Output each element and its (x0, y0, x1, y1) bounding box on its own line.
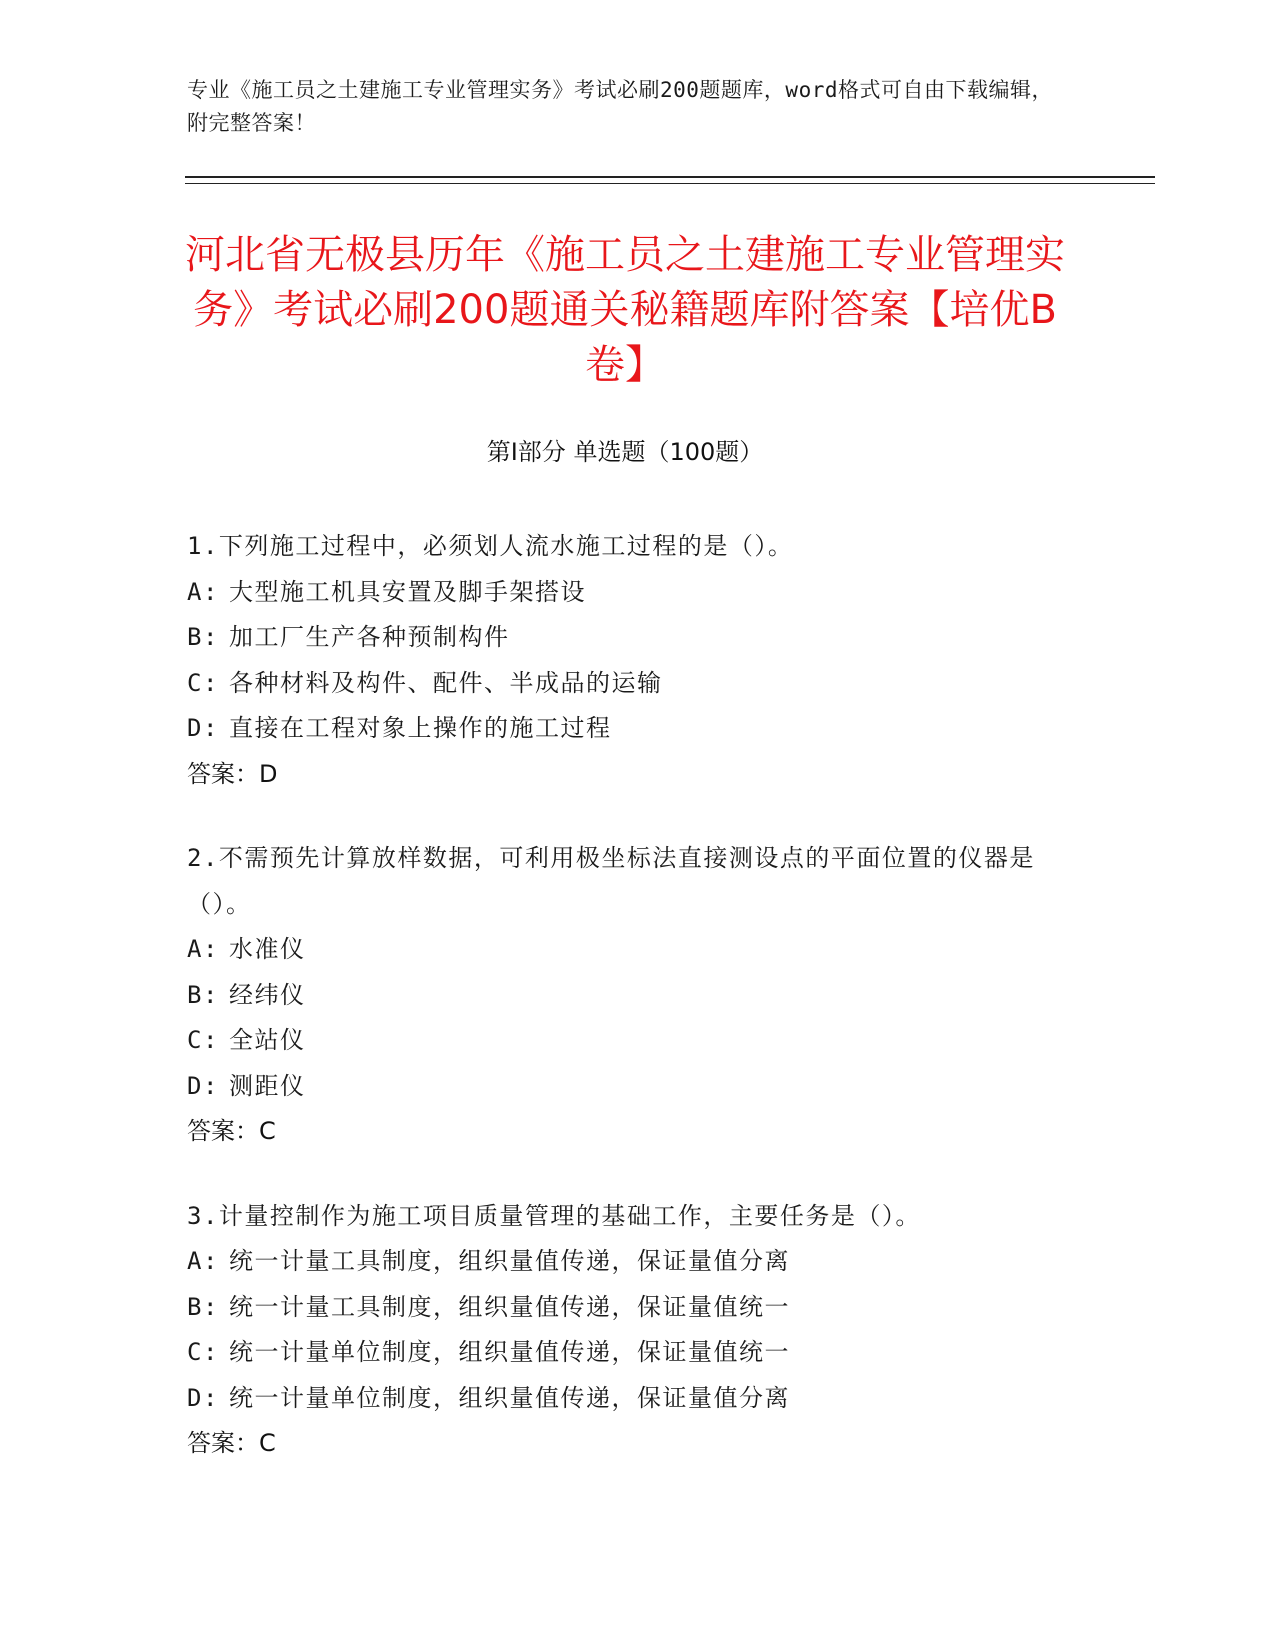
option-key: A: (187, 577, 219, 606)
option-text: 全站仪 (229, 1026, 306, 1054)
option-text: 经纬仪 (229, 980, 306, 1009)
option-text: 直接在工程对象上操作的施工过程 (229, 714, 612, 742)
option-text: 加工厂生产各种预制构件 (229, 623, 510, 651)
option-text: 大型施工机具安置及脚手架搭设 (229, 577, 586, 606)
option-d (187, 1376, 1067, 1422)
section-title: 第Ⅰ部分 单选题（100题） (486, 438, 764, 466)
question-3 (187, 1194, 1067, 1467)
option-b (187, 1285, 1067, 1331)
option-text: 统一计量单位制度，组织量值传递，保证量值分离 (229, 1383, 790, 1412)
option-key: D: (187, 1071, 219, 1100)
question-2 (187, 836, 1067, 1155)
question-stem: 1.下列施工过程中，必须划人流水施工过程的是（）。 (187, 532, 794, 560)
option-key: B: (187, 1292, 219, 1321)
option-b (187, 973, 1067, 1019)
option-key: D: (187, 1383, 219, 1412)
answer: 答案：C (187, 1117, 276, 1145)
header-rule-thin (185, 183, 1155, 184)
option-c (187, 1330, 1067, 1376)
option-key: A: (187, 1247, 219, 1275)
question-list (187, 524, 1067, 1506)
option-text: 统一计量工具制度，组织量值传递，保证量值分离 (229, 1247, 790, 1275)
answer: 答案：D (187, 759, 278, 788)
document-title: 河北省无极县历年《施工员之土建施工专业管理实务》考试必刷200题通关秘籍题库附答案【培优B卷】 (185, 232, 1065, 388)
option-c (187, 1018, 1067, 1064)
option-text: 各种材料及构件、配件、半成品的运输 (229, 668, 663, 697)
option-key: C: (187, 1026, 219, 1054)
option-a (187, 927, 1067, 973)
option-text: 统一计量工具制度，组织量值传递，保证量值统一 (229, 1292, 790, 1321)
option-d (187, 1064, 1067, 1110)
option-key: A: (187, 935, 219, 963)
question-stem: 3.计量控制作为施工项目质量管理的基础工作，主要任务是（）。 (187, 1201, 921, 1230)
option-text: 水准仪 (229, 935, 306, 963)
answer: 答案：C (187, 1429, 276, 1457)
question-stem: 2.不需预先计算放样数据，可利用极坐标法直接测设点的平面位置的仪器是（）。 (187, 844, 1035, 918)
option-key: B: (187, 623, 219, 651)
header-rule-thick (185, 176, 1155, 178)
header-note: 专业《施工员之土建施工专业管理实务》考试必刷200题题库，word格式可自由下载编辑，附完整答案！ (187, 78, 1053, 135)
option-key: C: (187, 668, 219, 697)
option-c (187, 661, 1067, 707)
option-a (187, 570, 1067, 616)
option-a (187, 1239, 1067, 1285)
question-1 (187, 524, 1067, 797)
option-text: 测距仪 (229, 1071, 306, 1100)
option-key: B: (187, 980, 219, 1009)
option-key: D: (187, 714, 219, 742)
option-d (187, 706, 1067, 752)
option-key: C: (187, 1338, 219, 1366)
option-b (187, 615, 1067, 661)
option-text: 统一计量单位制度，组织量值传递，保证量值统一 (229, 1338, 790, 1366)
